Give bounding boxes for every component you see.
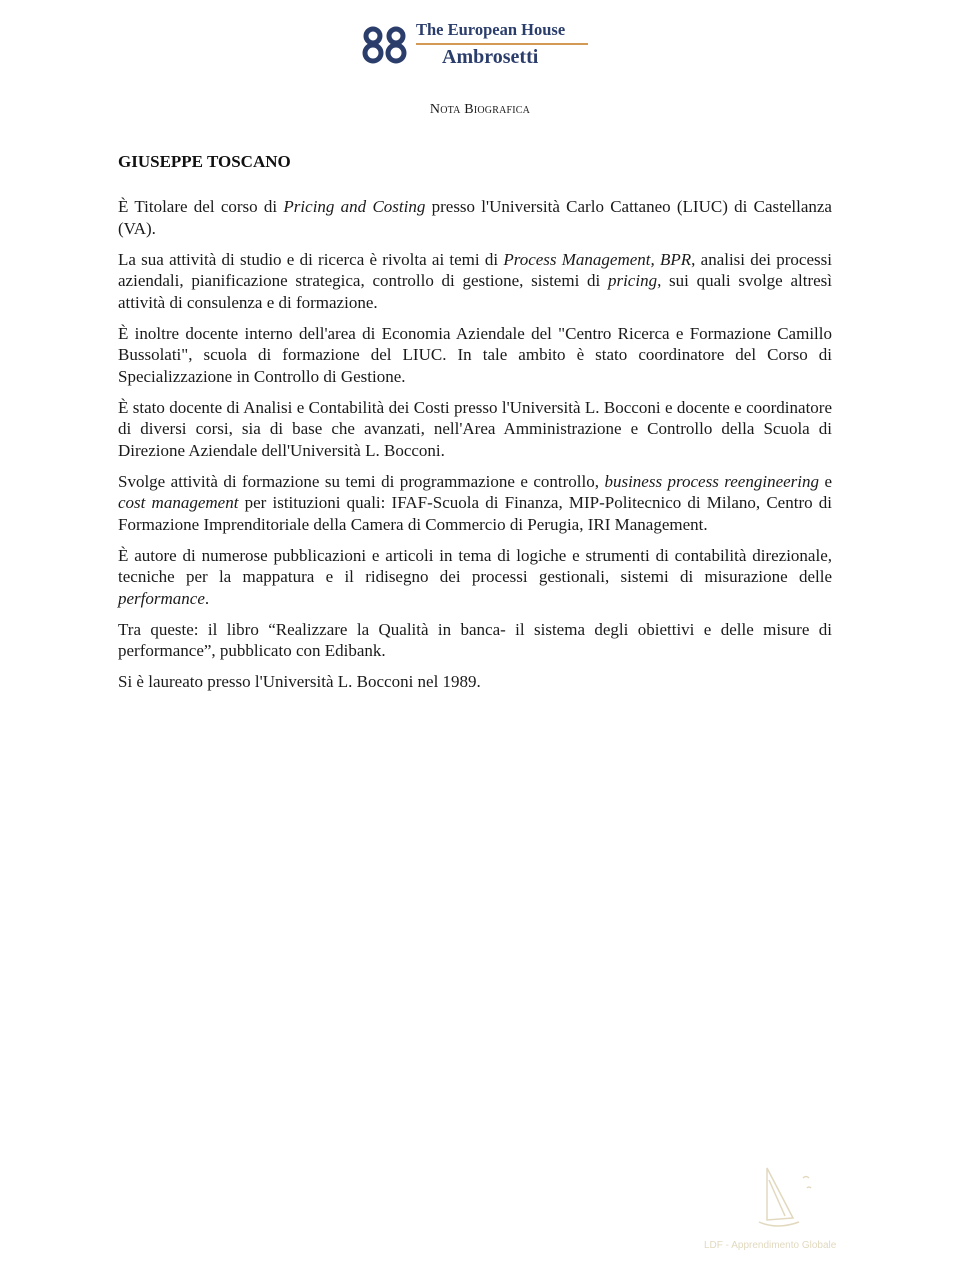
watermark [700,1160,870,1260]
bio-paragraph [118,619,832,662]
bio-text: , sui quali svolge altresì attività di consulenza e di formazione. [118,271,832,312]
logo-divider [416,43,588,45]
watermark-text: LDF - Apprendimento Globale [704,1240,837,1251]
bio-text: e [819,471,833,491]
document-title: Nota Biografica [429,102,531,117]
bio-text-italic: performance [118,588,205,608]
bio-text: È stato docente di Analisi e Contabilità dei Costi presso l'Università L. Bocconi e docente e coordinatore di diversi corsi, sia di base che avanzati, nell'Area Amministrazione e Controllo della Scuola di Direzione Aziendale dell'Università L. Bocconi. [118,397,832,460]
bio-text-italic: pricing [607,271,658,290]
logo-text-the-european-house: The European House [416,20,566,39]
ambrosetti-logo-mark-icon [360,24,412,66]
bio-paragraph [118,249,832,314]
bio-text: La sua attività di studio e di ricerca è rivolta ai temi di [118,249,504,269]
bio-text: , analisi dei processi aziendali, pianificazione strategica, controllo di gestione, sistemi di [118,249,832,290]
company-logo [360,18,590,74]
bio-text: È autore di numerose pubblicazioni e articoli in tema di logiche e strumenti di contabilità direzionale, tecniche per la mappatura e il ridisegno dei processi gestionali, sistemi di misurazione delle [118,545,832,586]
bio-paragraph [118,196,832,239]
bio-paragraph [118,545,832,610]
bio-text: Si è laureato presso l'Università L. Bocconi nel 1989. [118,672,481,691]
bio-text: Svolge attività di formazione su temi di programmazione e controllo, [118,471,605,491]
bio-text: per istituzioni quali: IFAF-Scuola di Finanza, MIP-Politecnico di Milano, Centro di Formazione Imprenditoriale della Camera di Commercio di Perugia, IRI Management. [118,493,832,534]
bio-text-italic: Pricing and Costing [283,197,426,216]
bio-paragraph [118,323,832,388]
bio-text-italic: business process reengineering [604,471,820,491]
bio-paragraph [118,471,832,536]
bio-text-italic: cost management [118,493,239,512]
logo-text-ambrosetti: Ambrosetti [442,46,539,68]
bio-text: . [204,588,210,608]
person-name: GIUSEPPE TOSCANO [118,152,291,171]
bio-text: È Titolare del corso di [118,197,284,216]
bio-paragraph [118,671,832,693]
bio-text: presso l'Università Carlo Cattaneo (LIUC) di Castellanza (VA). [118,197,832,238]
bio-paragraph [118,397,832,462]
biography-body [118,196,832,702]
bio-text-italic: Process Management, BPR [503,249,692,269]
bio-text: Tra queste: il libro “Realizzare la Qualità in banca- il sistema degli obiettivi e delle misure di performance”, pubblicato con Edibank. [118,619,832,660]
sailboat-watermark-icon [755,1160,815,1235]
bio-text: È inoltre docente interno dell'area di Economia Aziendale del "Centro Ricerca e Formazione Camillo Bussolati", scuola di formazione del LIUC. In tale ambito è stato coordinatore del Corso di Specializzazione in Controllo di Gestione. [118,323,832,386]
